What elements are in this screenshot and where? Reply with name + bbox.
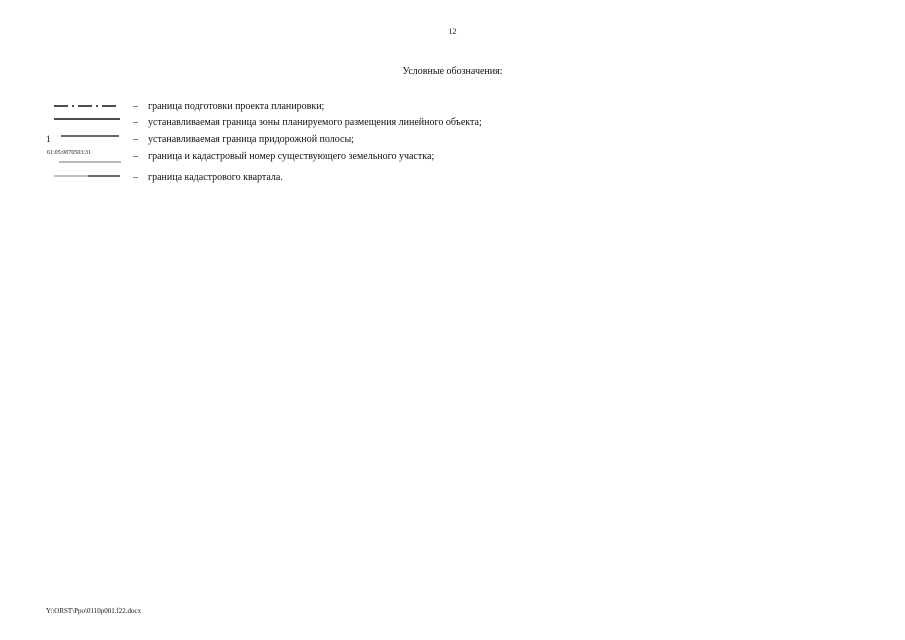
legend-item-project-boundary [0,100,905,114]
legend-item-text: граница кадастрового квартала. [148,172,283,183]
solid-line-with-digit-icon [56,133,126,147]
legend-symbol-digit: 1 [46,134,51,144]
legend-dash: – [133,134,138,145]
legend-item-text: устанавливаемая граница зоны планируемого размещения линейного объекта; [148,117,482,128]
legend-title: Условные обозначения: [402,66,503,77]
legend-item-text: граница и кадастровый номер существующего земельного участка; [148,151,435,162]
legend-item-zone-boundary [0,116,905,130]
thin-thick-line-icon [52,171,122,185]
legend-dash: – [133,172,138,183]
legend-dash: – [133,101,138,112]
legend-dash: – [133,117,138,128]
legend-item-cadastral-quarter [0,171,905,185]
legend-symbol-cadastral-number: 61:05:0070503:31 [47,150,92,156]
legend-dash: – [133,151,138,162]
legend-item-text: устанавливаемая граница придорожной полосы; [148,134,354,145]
solid-thick-line-icon [52,116,122,130]
footer-file-path: Y:\ORST\Ppo\0110p001.f22.docx [46,607,142,615]
legend-item-roadside-strip [0,133,905,147]
dash-dot-line-icon [52,100,122,114]
legend-item-text: граница подготовки проекта планировки; [148,101,325,112]
thin-line-with-number-icon [56,150,126,164]
legend-item-land-plot [0,150,905,164]
page-number: 12 [448,27,457,36]
